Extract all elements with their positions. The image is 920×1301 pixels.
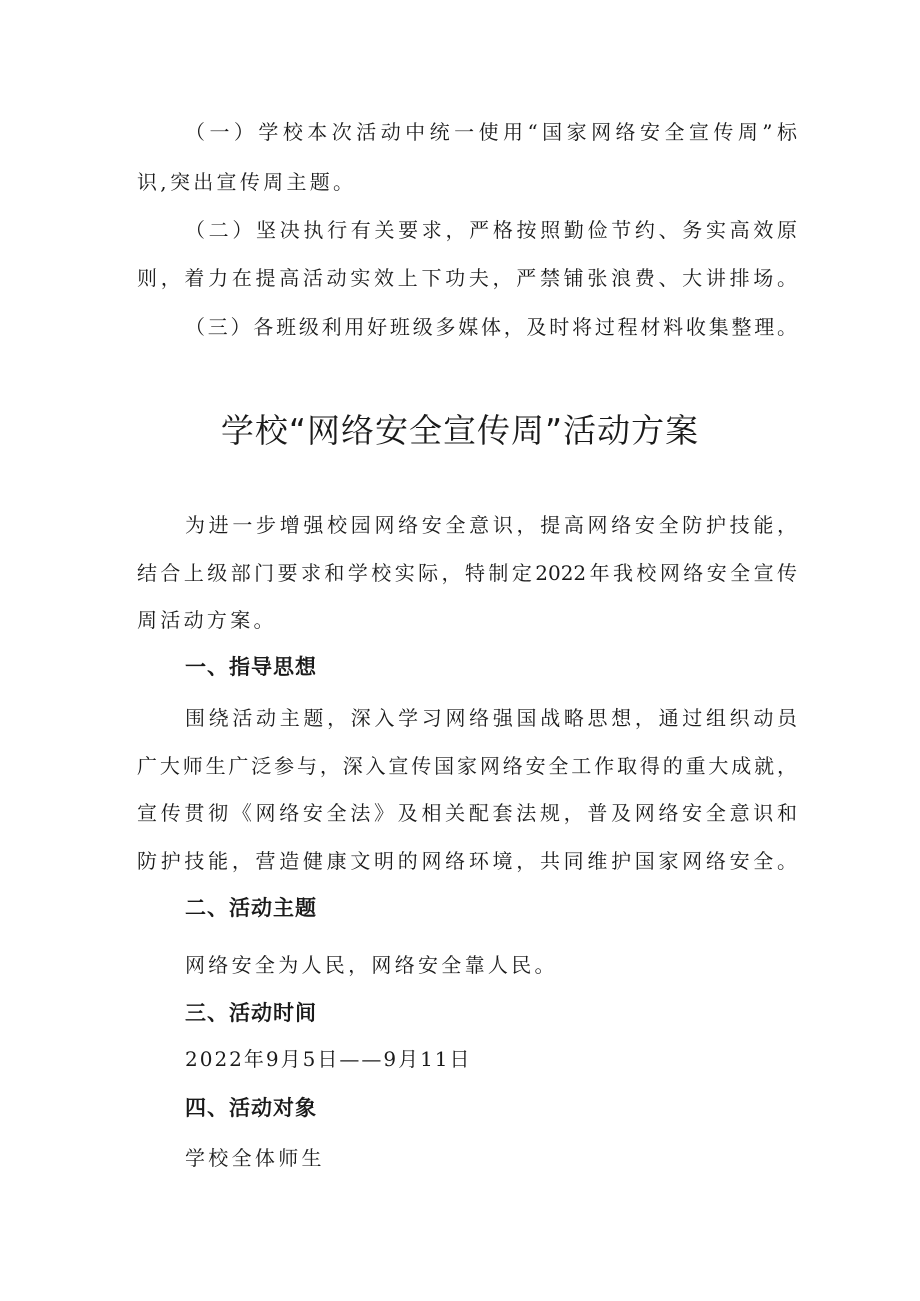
section1-line1: 围绕活动主题，深入学习网络强国战略思想，通过组织动员 (185, 706, 797, 730)
item1-line2: 识,突出宣传周主题。 (137, 170, 357, 194)
document-title: 学校“网络安全宣传周”活动方案 (220, 411, 700, 450)
item3-line1: （三）各班级利用好班级多媒体，及时将过程材料收集整理。 (185, 315, 797, 339)
section1-line3: 宣传贯彻《网络安全法》及相关配套法规，普及网络安全意识和 (137, 801, 797, 825)
intro-line1: 为进一步增强校园网络安全意识，提高网络安全防护技能， (185, 513, 797, 537)
section3-line1: 2022年9月5日——9月11日 (185, 1047, 472, 1071)
section2-line1: 网络安全为人民，网络安全靠人民。 (185, 953, 558, 977)
section1-line4: 防护技能，营造健康文明的网络环境，共同维护国家网络安全。 (137, 849, 797, 873)
item2-line1: （二）坚决执行有关要求，严格按照勤俭节约、务实高效原 (185, 218, 797, 242)
intro-line3: 周活动方案。 (137, 608, 277, 632)
item2-line2: 则，着力在提高活动实效上下功夫，严禁铺张浪费、大讲排场。 (137, 266, 797, 290)
section1-line2: 广大师生广泛参与，深入宣传国家网络安全工作取得的重大成就， (137, 754, 797, 778)
section-heading-guiding-ideology: 一、指导思想 (185, 655, 317, 679)
intro-line2: 结合上级部门要求和学校实际，特制定2022年我校网络安全宣传 (137, 561, 797, 585)
section-heading-activity-target: 四、活动对象 (185, 1096, 317, 1120)
section-heading-activity-theme: 二、活动主题 (185, 896, 317, 920)
section4-line1: 学校全体师生 (185, 1146, 325, 1170)
item1-line1: （一）学校本次活动中统一使用“国家网络安全宣传周”标 (185, 120, 797, 144)
section-heading-activity-time: 三、活动时间 (185, 1001, 317, 1025)
